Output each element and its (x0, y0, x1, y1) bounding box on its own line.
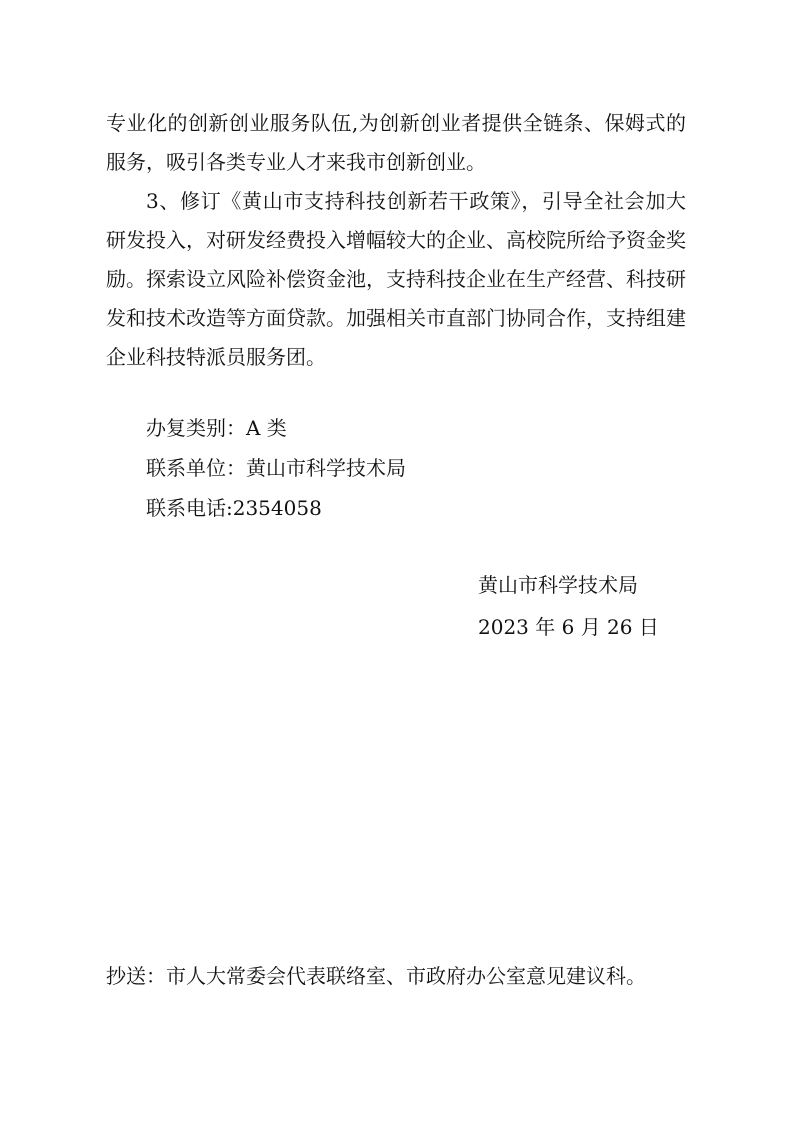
reply-category: 办复类别：A 类 (146, 416, 287, 440)
signature-block (478, 564, 659, 648)
contact-info (146, 408, 406, 528)
body-text (106, 104, 686, 377)
contact-phone: 联系电话:2354058 (146, 496, 322, 520)
signature-org: 黄山市科学技术局 (478, 573, 638, 597)
signature-date: 2023 年 6 月 26 日 (478, 615, 659, 639)
cc-line: 抄送：市人大常委会代表联络室、市政府办公室意见建议科。 (106, 964, 646, 988)
paragraph-continuation: 专业化的创新创业服务队伍,为创新创业者提供全链条、保姆式的服务，吸引各类专业人才来我市创新创业。 (106, 111, 686, 174)
contact-unit: 联系单位：黄山市科学技术局 (146, 456, 406, 480)
paragraph-item-3: 3、修订《黄山市支持科技创新若干政策》，引导全社会加大研发投入，对研发经费投入增幅较大的企业、高校院所给予资金奖励。探索设立风险补偿资金池，支持科技企业在生产经营、科技研发和技术改造等方面贷款。加强相关市直部门协同合作，支持组建企业科技特派员服务团。 (106, 189, 686, 369)
